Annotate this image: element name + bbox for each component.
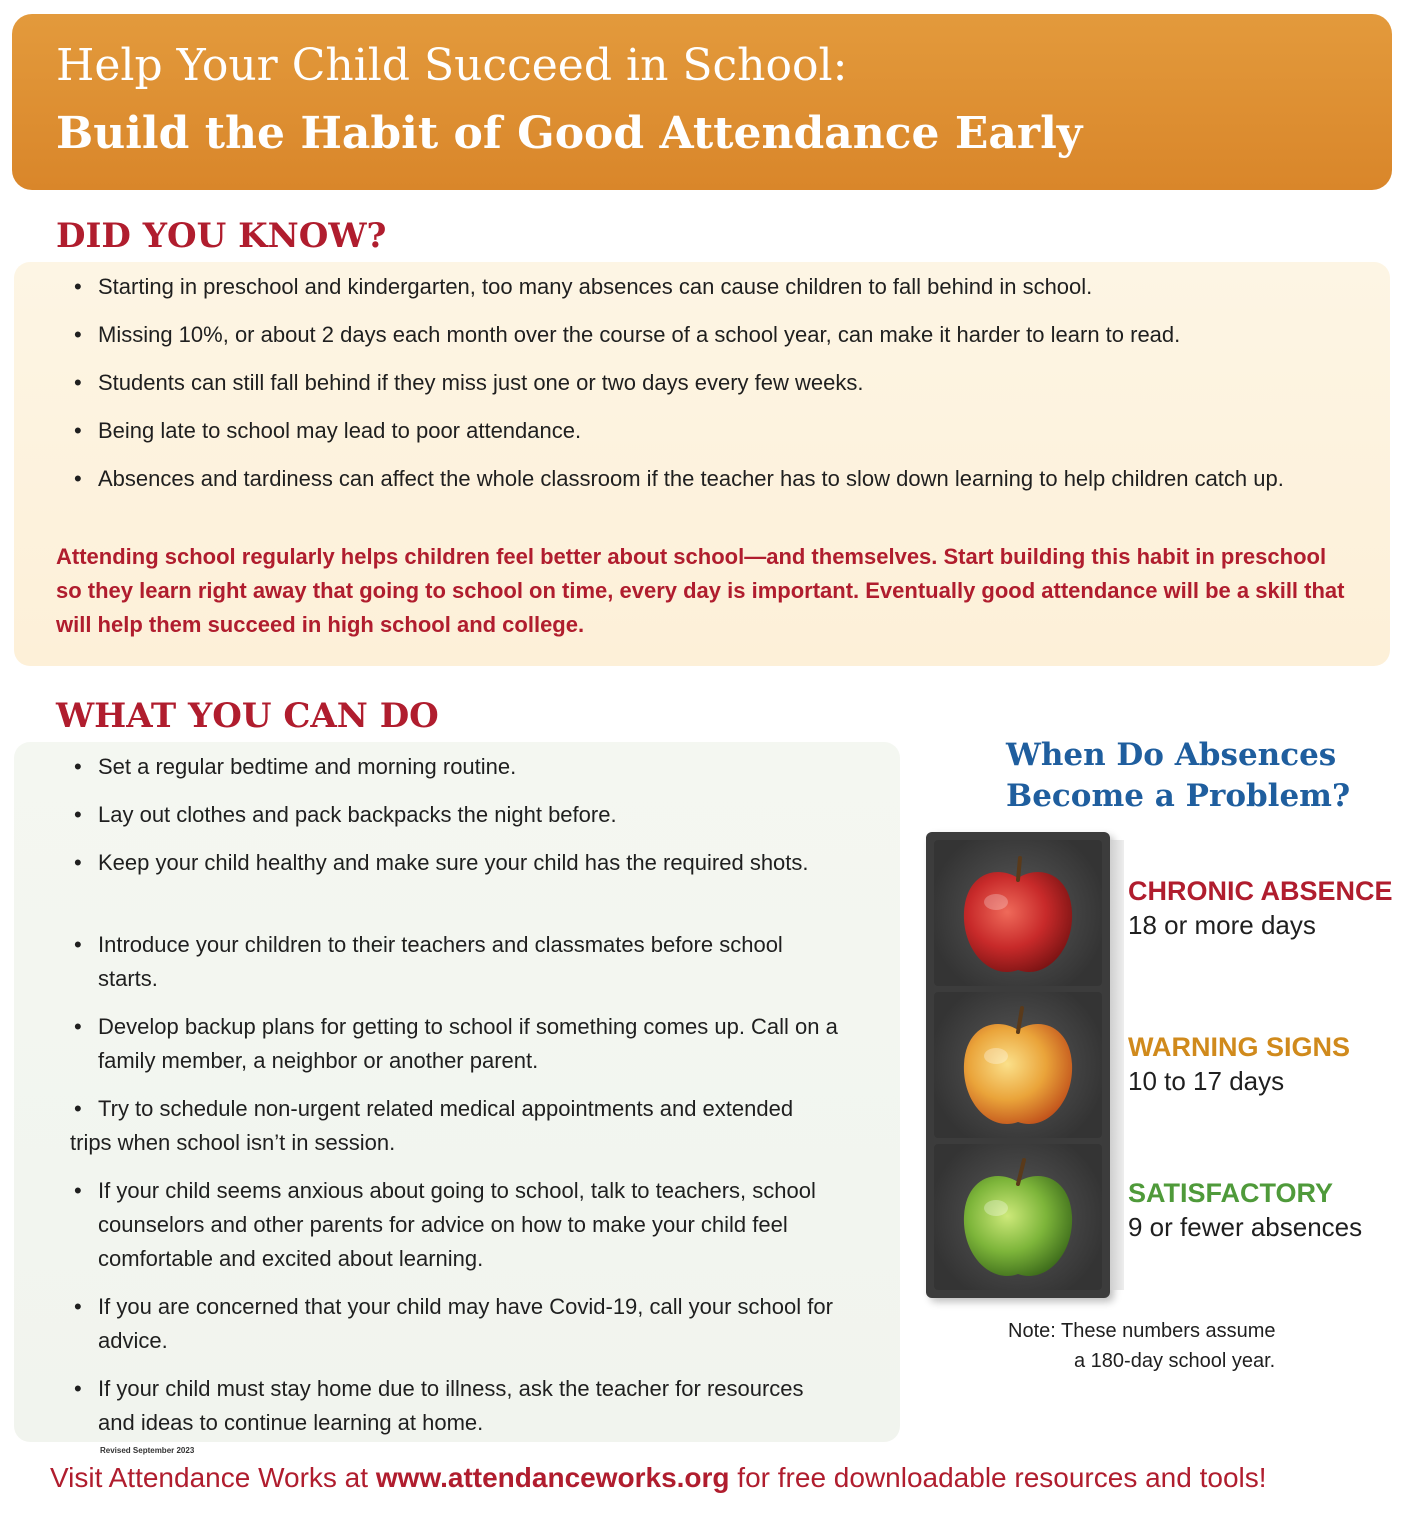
chronic-absence-value: 18 or more days bbox=[1128, 910, 1316, 940]
warning-signs-label: WARNING SIGNS bbox=[1128, 1032, 1351, 1062]
chronic-absence-label: CHRONIC ABSENCE bbox=[1128, 876, 1393, 906]
list-item: • Try to schedule non-urgent related medical appointments and extended trips when school isn’t in session. bbox=[70, 1096, 794, 1155]
list-item: • If your child must stay home due to illness, ask the teacher for resources and ideas to continue learning at home. bbox=[74, 1376, 804, 1435]
header-title-line1: Help Your Child Succeed in School: bbox=[56, 40, 848, 91]
header-title-line2: Build the Habit of Good Attendance Early bbox=[56, 108, 1083, 159]
list-item: • If you are concerned that your child may have Covid-19, call your school for advice. bbox=[74, 1294, 833, 1353]
did-you-know-heading: DID YOU KNOW? bbox=[56, 216, 387, 256]
attendance-callout: Attending school regularly helps children feel better about school—and themselves. Start building this habit in preschool so they learn right away that going to school on time, every day is important. Eventually good attendance will be a skill that will help them succeed in high school and college. bbox=[56, 544, 1345, 637]
footer bbox=[50, 1462, 1267, 1494]
revised-date: Revised September 2023 bbox=[100, 1446, 195, 1455]
school-year-note bbox=[1008, 1316, 1276, 1376]
list-item: • Keep your child healthy and make sure your child has the required shots. bbox=[74, 850, 809, 875]
list-item: • Starting in preschool and kindergarten, too many absences can cause children to fall behind in school. bbox=[74, 274, 1093, 299]
traffic-light-edge bbox=[1110, 840, 1124, 1290]
list-item: • Develop backup plans for getting to school if something comes up. Call on a family member, a neighbor or another parent. bbox=[74, 1014, 838, 1073]
list-item: • Introduce your children to their teachers and classmates before school starts. bbox=[74, 932, 783, 991]
satisfactory-label: SATISFACTORY bbox=[1128, 1178, 1334, 1208]
satisfactory-value: 9 or fewer absences bbox=[1128, 1212, 1363, 1242]
list-item: • Set a regular bedtime and morning routine. bbox=[74, 754, 517, 779]
traffic-light-cell-middle bbox=[934, 992, 1102, 1138]
list-item: • If your child seems anxious about going to school, talk to teachers, school counselors and other parents for advice on how to make your child feel comfortable and excited about learning. bbox=[74, 1178, 816, 1271]
note-line-1: Note: These numbers assume bbox=[1008, 1320, 1276, 1342]
traffic-light bbox=[926, 832, 1110, 1298]
traffic-light-cell-bottom bbox=[934, 1144, 1102, 1290]
list-item: • Missing 10%, or about 2 days each month over the course of a school year, can make it harder to learn to read. bbox=[74, 322, 1181, 347]
header-banner bbox=[12, 14, 1392, 190]
red-apple-icon bbox=[944, 846, 1092, 986]
traffic-light-cell-top bbox=[934, 840, 1102, 986]
footer-prefix: Visit Attendance Works at bbox=[50, 1462, 376, 1493]
yellow-apple-icon bbox=[944, 998, 1092, 1138]
list-item: • Students can still fall behind if they miss just one or two days every few weeks. bbox=[74, 370, 864, 395]
list-item: • Absences and tardiness can affect the whole classroom if the teacher has to slow down learning to help children catch up. bbox=[74, 466, 1284, 491]
note-line-2: a 180-day school year. bbox=[1074, 1350, 1276, 1372]
list-item: • Being late to school may lead to poor attendance. bbox=[74, 418, 582, 443]
what-you-can-do-heading: WHAT YOU CAN DO bbox=[56, 696, 439, 736]
absence-problem-title: When Do Absences Become a Problem? bbox=[1006, 737, 1351, 814]
footer-link[interactable]: www.attendanceworks.org bbox=[375, 1462, 730, 1493]
footer-suffix: for free downloadable resources and tools! bbox=[729, 1462, 1267, 1493]
warning-signs-value: 10 to 17 days bbox=[1128, 1066, 1285, 1096]
list-item: • Lay out clothes and pack backpacks the night before. bbox=[74, 802, 617, 827]
green-apple-icon bbox=[944, 1150, 1092, 1290]
